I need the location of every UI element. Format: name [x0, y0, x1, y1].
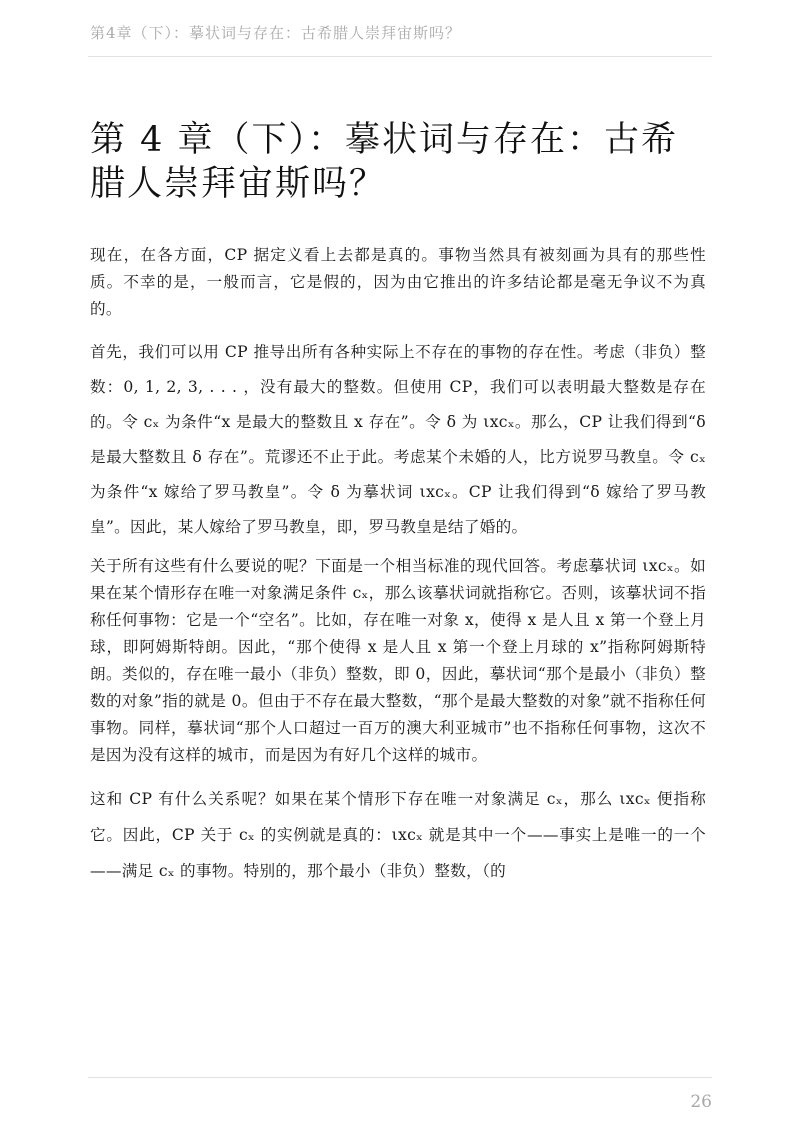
chapter-title: 第 4 章（下）：摹状词与存在：古希腊人崇拜宙斯吗？ [90, 120, 679, 204]
paragraph-2: 首先，我们可以用 CP 推导出所有各种实际上不存在的事物的存在性。考虑（非负）整数：0, 1, 2, 3, . . . ，没有最大的整数。但使用 CP，我们可以表明最大整数是存在的。令 cₓ 为条件“x 是最大的整数且 x 存在”。令 δ 为 ιxcₓ。那么，CP 让我们得到“δ 是最大整数且 δ 存在”。荒谬还不止于此。考虑某个未婚的人，比方说罗马教皇。令 cₓ 为条件“x 嫁给了罗马教皇”。令 δ 为摹状词 ιxcₓ。CP 让我们得到“δ 嫁给了罗马教皇”。因此，某人嫁给了罗马教皇，即，罗马教皇是结了婚的。 [90, 343, 706, 536]
header-divider [88, 56, 712, 57]
body-text [90, 242, 706, 901]
paragraph-3: 关于所有这些有什么要说的呢？下面是一个相当标准的现代回答。考虑摹状词 ιxcₓ。如果在某个情形存在唯一对象满足条件 cₓ，那么该摹状词就指称它。否则，该摹状词不指称任何事物：它是一个“空名”。比如，存在唯一对象 x，使得 x 是人且 x 第一个登上月球，即阿姆斯特朗。因此，“那个使得 x 是人且 x 第一个登上月球的 x”指称阿姆斯特朗。类似的，存在唯一最小（非负）整数，即 0，因此，摹状词“那个是最小（非负）整数的对象”指的就是 0。但由于不存在最大整数，“那个是最大整数的对象”就不指称任何事物。同样，摹状词“那个人口超过一百万的澳大利亚城市”也不指称任何事物，这次不是因为没有这样的城市，而是因为有好几个这样的城市。 [90, 557, 706, 764]
page-number: 26 [690, 1092, 712, 1112]
paragraph-1: 现在，在各方面，CP 据定义看上去都是真的。事物当然具有被刻画为具有的那些性质。不幸的是，一般而言，它是假的，因为由它推出的许多结论都是毫无争议不为真的。 [90, 246, 706, 318]
running-header: 第4章（下）：摹状词与存在：古希腊人崇拜宙斯吗？ [90, 24, 462, 42]
paragraph-4: 这和 CP 有什么关系呢？如果在某个情形下存在唯一对象满足 cₓ，那么 ιxcₓ 便指称它。因此，CP 关于 cₓ 的实例就是真的：ιxcₓ 就是其中一个——事实上是唯一的一个——满足 cₓ 的事物。特别的，那个最小（非负）整数，（的 [90, 790, 706, 880]
footer-divider [88, 1077, 712, 1078]
